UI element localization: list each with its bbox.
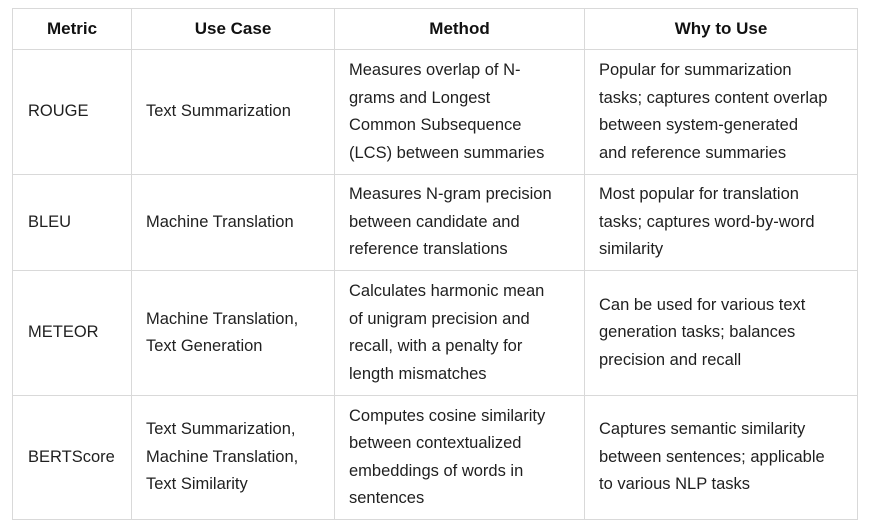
table-row — [13, 396, 858, 520]
metric-name: BLEU — [28, 212, 72, 231]
use-case-text: Text Summarization, Machine Translation, Text Similarity — [146, 420, 299, 494]
table-row — [13, 50, 858, 175]
why-text: Most popular for translation tasks; captures word-by-word similarity — [599, 185, 815, 259]
why-cell — [585, 175, 858, 271]
comparison-table-container — [12, 8, 857, 520]
header-method: Method — [335, 9, 585, 50]
method-text: Calculates harmonic mean of unigram precision and recall, with a penalty for length mismatches — [349, 282, 545, 383]
use-case-cell — [132, 175, 335, 271]
use-case-text: Machine Translation — [146, 212, 294, 231]
why-text: Popular for summarization tasks; captures content overlap between system-generated and reference summaries — [599, 61, 828, 162]
use-case-cell — [132, 50, 335, 175]
method-cell — [335, 175, 585, 271]
metric-cell — [13, 396, 132, 520]
method-text: Measures overlap of N- grams and Longest Common Subsequence (LCS) between summaries — [349, 61, 545, 162]
metric-cell — [13, 175, 132, 271]
method-cell — [335, 50, 585, 175]
metric-name: ROUGE — [28, 102, 89, 121]
method-cell — [335, 396, 585, 520]
use-case-text: Machine Translation, Text Generation — [146, 309, 299, 355]
why-cell — [585, 396, 858, 520]
why-text: Can be used for various text generation tasks; balances precision and recall — [599, 295, 806, 369]
why-cell — [585, 50, 858, 175]
use-case-cell — [132, 396, 335, 520]
metrics-comparison-table — [12, 8, 858, 520]
metric-name: METEOR — [28, 323, 99, 342]
use-case-cell — [132, 271, 335, 396]
why-text: Captures semantic similarity between sentences; applicable to various NLP tasks — [599, 420, 825, 494]
method-cell — [335, 271, 585, 396]
metric-cell — [13, 271, 132, 396]
table-header-row — [13, 9, 858, 50]
metric-name: BERTScore — [28, 447, 115, 466]
header-metric: Metric — [13, 9, 132, 50]
method-text: Computes cosine similarity between contextualized embeddings of words in sentences — [349, 406, 546, 507]
header-why-to-use: Why to Use — [585, 9, 858, 50]
header-use-case: Use Case — [132, 9, 335, 50]
table-row — [13, 175, 858, 271]
use-case-text: Text Summarization — [146, 102, 291, 121]
metric-cell — [13, 50, 132, 175]
why-cell — [585, 271, 858, 396]
method-text: Measures N-gram precision between candidate and reference translations — [349, 185, 552, 259]
table-row — [13, 271, 858, 396]
